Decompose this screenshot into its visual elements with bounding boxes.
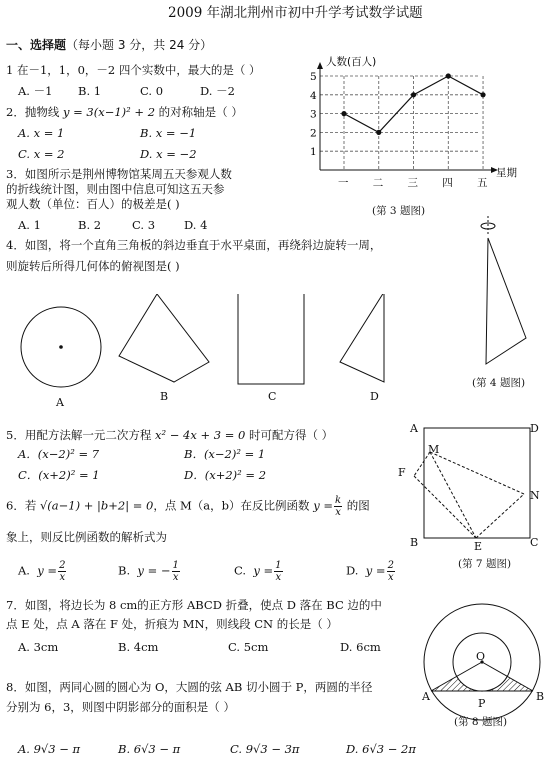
q6-option-a-label: A. <box>18 563 30 578</box>
section-title: 一、选择题 <box>6 38 67 52</box>
fig3-line-chart <box>298 54 528 219</box>
q6-option-c-label: C. <box>234 563 247 578</box>
q1-option-b: B. 1 <box>78 84 102 98</box>
q6-option-a <box>18 560 67 583</box>
fig3-xtick-label: 三 <box>407 177 419 189</box>
q6-option-c-fraction <box>274 560 282 583</box>
q2-option-a: A. x = 1 <box>18 126 65 140</box>
q6-option-b-label: B. <box>118 563 131 578</box>
q3-line2: 的折线统计图，则由图中信息可知这五天参 <box>6 182 225 196</box>
fig8-label-b: B <box>536 690 545 703</box>
fig7-label-a: A <box>410 422 418 435</box>
q5-stem-expr: x² − 4x + 3 = 0 <box>154 428 246 442</box>
fig7-segment-me <box>430 452 476 538</box>
q8-option-b: B. 6√3 − π <box>118 742 181 756</box>
q6-option-a-fraction <box>58 560 66 583</box>
fig7-square-abcd <box>424 428 530 538</box>
q6-line1 <box>6 495 370 518</box>
q6-option-d <box>346 560 396 583</box>
fig3-xtick-label: 四 <box>442 177 453 189</box>
q3-option-c: C. 3 <box>132 218 156 232</box>
q6-option-c <box>234 560 284 583</box>
q6-line1-mid: ，点 M（a，b）在反比例函数 <box>153 498 314 513</box>
fig7-label-b: B <box>410 536 419 549</box>
q2-stem-pre: 2．抛物线 <box>6 105 63 119</box>
q6-option-c-lhs: y = <box>253 563 274 578</box>
q6-option-d-fraction <box>387 560 395 583</box>
q3-line3: 观人数（单位：百人）的极差是( ) <box>6 197 180 211</box>
q6-fn-lhs: y = <box>313 498 333 513</box>
q6-option-a-lhs: y = <box>37 563 58 578</box>
q6-option-b-den: x <box>172 572 179 583</box>
q1-option-c: C. 0 <box>140 84 164 98</box>
q8-option-a: A. 9√3 − π <box>18 742 81 756</box>
fig4-rotation-figure <box>470 212 530 372</box>
fig3-ylabel: 人数(百人) <box>326 56 377 68</box>
fig7-segment-en <box>476 494 524 538</box>
fig7-crease-mn <box>430 452 524 494</box>
fig3-data-point <box>446 73 451 78</box>
section-note: （每小题 3 分，共 24 分） <box>66 38 213 52</box>
fig4-caption: (第 4 题图) <box>472 377 526 389</box>
q6-line1-pre: 6．若 <box>6 498 40 513</box>
fig3-xlabel: 星期 <box>496 167 517 179</box>
exam-title: 2009 年湖北荆州市初中升学考试数学试题 <box>168 5 423 21</box>
q6-option-d-den: x <box>387 572 394 583</box>
q8-option-c: C. 9√3 − 3π <box>230 742 300 756</box>
fig8-label-p: P <box>478 697 486 710</box>
fig3-ytick-label: 2 <box>310 127 317 140</box>
q4-label-c: C <box>268 390 277 403</box>
fig3-axes <box>310 62 498 189</box>
q5-stem-post: 时可配方得（ ） <box>245 428 334 442</box>
q4-figure-c-rectangle <box>238 294 304 384</box>
fig7-label-f: F <box>398 466 406 479</box>
q5-stem-pre: 5．用配方法解一元二次方程 <box>6 428 155 442</box>
q4-label-d: D <box>370 390 379 403</box>
q4-line1: 4．如图，将一个直角三角板的斜边垂直于水平桌面，再绕斜边旋转一周， <box>6 238 382 252</box>
q4-figure-b-kite <box>119 294 209 382</box>
fig3-ytick-label: 3 <box>310 108 317 121</box>
q4-figure-d-triangle <box>340 294 384 382</box>
q7-option-d: D. 6cm <box>340 640 381 654</box>
q3-option-d: D. 4 <box>184 218 208 232</box>
q1-stem: 1 在－1，1，0，－2 四个实数中，最大的是（ ） <box>6 63 261 77</box>
q4-label-b: B <box>160 390 169 403</box>
q5-option-a: A．(x−2)² = 7 <box>18 447 100 461</box>
fig3-xtick-label: 一 <box>338 177 349 189</box>
fig3-grid <box>320 76 483 170</box>
fig7-label-m: M <box>428 443 440 456</box>
q6-option-b <box>118 560 181 583</box>
fig3-data-point <box>480 92 485 97</box>
q6-option-a-den: x <box>59 572 66 583</box>
fig3-data-point <box>376 130 381 135</box>
q2-option-d: D. x = −2 <box>140 147 197 161</box>
q6-option-d-label: D. <box>346 563 359 578</box>
q5-option-c: C．(x+2)² = 1 <box>18 468 100 482</box>
fig7-label-e: E <box>474 540 483 553</box>
fig7-label-c: C <box>530 536 539 549</box>
q7-line1: 7．如图，将边长为 8 cm的正方形 ABCD 折叠，使点 D 落在 BC 边的中 <box>6 598 382 612</box>
q6-line1-expr: √(a−1) + |b+2| = 0 <box>39 498 154 513</box>
q2-option-c: C. x = 2 <box>18 147 65 161</box>
fig8-label-a: A <box>422 690 430 703</box>
q5-option-b: B．(x−2)² = 1 <box>184 447 266 461</box>
fig3-xtick-label: 五 <box>477 177 488 189</box>
q6-option-d-lhs: y = <box>365 563 386 578</box>
fig3-ytick-label: 4 <box>310 89 317 102</box>
q7-line2: 点 E 处，点 A 落在 F 处，折痕为 MN，则线段 CN 的长是（ ） <box>6 617 338 631</box>
q6-line2: 象上，则反比例函数的解析式为 <box>6 530 167 544</box>
fig8-label-o: O <box>476 650 486 663</box>
fig8-caption: (第 8 题图) <box>454 716 508 728</box>
fig3-ytick-label: 1 <box>310 146 317 159</box>
section-heading <box>6 38 212 52</box>
fig7-label-n: N <box>530 489 540 502</box>
q8-option-d: D. 6√3 − 2π <box>346 742 416 756</box>
q3-line1: 3．如图所示是荆州博物馆某周五天参观人数 <box>6 167 232 181</box>
q6-line1-post: 的图 <box>343 498 370 513</box>
fig3-data-point <box>411 92 416 97</box>
q6-option-b-num: 1 <box>172 560 179 571</box>
q6-option-b-lhs: y = − <box>137 563 171 578</box>
q7-option-c: C. 5cm <box>228 640 269 654</box>
fig7-segment-fe <box>414 476 476 538</box>
q3-option-b: B. 2 <box>78 218 102 232</box>
q2-stem <box>6 105 243 119</box>
q4-line2: 则旋转后所得几何体的俯视图是( ) <box>6 259 180 273</box>
q7-option-a: A. 3cm <box>18 640 59 654</box>
fig3-data-point <box>341 111 346 116</box>
q1-option-a: A. －1 <box>18 84 53 98</box>
q8-line2: 分别为 6，3，则图中阴影部分的面积是（ ） <box>6 700 235 714</box>
fig3-xtick-label: 二 <box>372 177 384 189</box>
q6-fn-fraction <box>334 495 342 518</box>
q2-option-b: B. x = −1 <box>140 126 197 140</box>
q2-stem-post: 的对称轴是（ ） <box>155 105 243 119</box>
fig7-caption: (第 7 题图) <box>458 558 512 570</box>
q6-fn-den: x <box>335 507 341 518</box>
q5-stem <box>6 428 333 442</box>
q6-option-c-den: x <box>275 572 282 583</box>
q4-option-figures <box>14 294 414 406</box>
q6-option-d-num: 2 <box>387 560 394 571</box>
q6-option-b-fraction <box>172 560 180 583</box>
q2-stem-expr: y = 3(x−1)² + 2 <box>62 105 156 119</box>
q6-option-c-num: 1 <box>275 560 282 571</box>
fig3-y-axis-arrow-icon <box>317 62 323 69</box>
q6-fn-num: k <box>334 495 342 506</box>
fig3-ytick-label: 5 <box>310 71 317 83</box>
fig3-caption: (第 3 题图) <box>372 205 426 217</box>
q8-line1: 8．如图，两同心圆的圆心为 O，大圆的弦 AB 切小圆于 P，两圆的半径 <box>6 680 373 694</box>
q3-option-a: A. 1 <box>18 218 41 232</box>
fig7-label-d: D <box>530 422 539 435</box>
q5-option-d: D．(x+2)² = 2 <box>184 468 267 482</box>
fig4-triangle <box>486 238 526 364</box>
q1-option-d: D. －2 <box>200 84 235 98</box>
q7-option-b: B. 4cm <box>118 640 159 654</box>
q4-label-a: A <box>56 396 64 409</box>
q6-option-a-num: 2 <box>59 560 66 571</box>
q4-figure-a-center-dot <box>59 345 63 349</box>
